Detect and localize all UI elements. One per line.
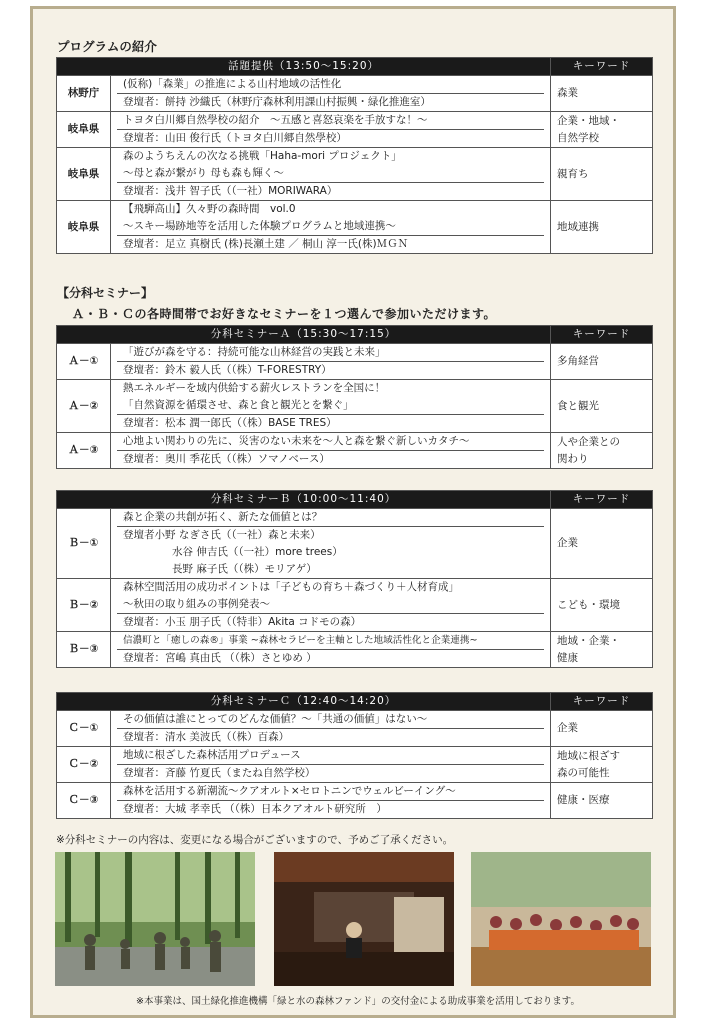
seminar-c-table [56, 692, 653, 819]
session-title: ～秋田の取り組みの事例発表～ [123, 598, 270, 610]
talk-line: トヨタ白川郷自然學校の紹介 ～五感と喜怒哀楽を手放すな！～ [123, 114, 428, 126]
seminar-a-table [56, 325, 653, 469]
session-title: 熱エネルギーを域内供給する薪火レストランを全国に！ [123, 382, 386, 394]
session-id: Ａ－① [57, 344, 111, 380]
keyword-cell: 企業・地域・ 自然学校 [551, 112, 653, 148]
session-speaker: 登壇者：清水 美波氏（（株）百森） [117, 728, 544, 746]
org-cell: 林野庁 [57, 76, 111, 112]
change-notice: ※分科セミナーの内容は、変更になる場合がございますので、予めご了承ください。 [56, 834, 454, 846]
talk-speaker: 登壇者：餅持 沙織氏（林野庁森林利用課山村振興・緑化推進室） [117, 93, 544, 111]
seminar-c-header: 分科セミナーＣ（12:40～14:20） [57, 693, 551, 711]
session-speaker: 登壇者：宮嶋 真由氏 （（株）さとゆめ ） [117, 649, 544, 667]
session-id: Ｃ－① [57, 711, 111, 747]
keyword-cell: 地域連携 [551, 201, 653, 254]
footer-note: ※本事業は、国土緑化推進機構「緑と水の森林ファンド」の交付金による助成事業を活用しております。 [136, 996, 581, 1007]
seminar-b-header: 分科セミナーＢ（10:00～11:40） [57, 491, 551, 509]
table-row [57, 433, 653, 469]
session-speaker: 登壇者：小玉 朋子氏（（特非）Akita コドモの森） [117, 613, 544, 631]
program-title: プログラムの紹介 [57, 39, 157, 54]
keyword-cell: 人や企業との 関わり [551, 433, 653, 469]
keyword-cell: 食と観光 [551, 380, 653, 433]
talk-line: 森のようちえんの次なる挑戦「Haha-mori プロジェクト」 [123, 150, 402, 162]
session-id: Ａ－③ [57, 433, 111, 469]
session-speaker: 水谷 伸吉氏（（一社）more trees） [172, 546, 343, 558]
talk-table [56, 57, 653, 254]
table-row [57, 148, 653, 201]
keyword-cell: 企業 [551, 711, 653, 747]
session-id: Ｂ－③ [57, 632, 111, 668]
seminar-a-header: 分科セミナーＡ（15:30～17:15） [57, 326, 551, 344]
restaurant-photo [274, 852, 454, 986]
group-photo [471, 852, 651, 986]
session-title: 森と企業の共創が拓く、新たな価値とは？ [123, 511, 323, 523]
session-title: 森林空間活用の成功ポイントは「子どもの育ち＋森づくり＋人材育成」 [123, 581, 459, 593]
org-cell: 岐阜県 [57, 201, 111, 254]
table-row [57, 201, 653, 254]
seminar-b-table [56, 490, 653, 668]
seminar-heading: 【分科セミナー】 [57, 286, 154, 300]
keyword-cell: 健康・医療 [551, 783, 653, 819]
talk-speaker: 登壇者：足立 真樹氏 (株)長瀬土建 ／ 桐山 淳一氏(株)ＭＧＮ [117, 235, 544, 253]
session-title: 森林を活用する新潮流～クアオルト×セロトニンでウェルビーイング～ [123, 785, 456, 797]
seminar-b-kw-header: キーワード [551, 491, 653, 509]
talk-kw-header: キーワード [551, 58, 653, 76]
talk-line: ～スキー場跡地等を活用した体験プログラムと地域連携～ [123, 220, 396, 232]
table-row [57, 380, 653, 433]
session-id: Ｂ－① [57, 509, 111, 579]
session-title: 信濃町と「癒しの森®」事業 ~森林セラピーを主軸とした地域活性化と企業連携~ [123, 635, 478, 646]
talk-header: 話題提供（13:50～15:20） [57, 58, 551, 76]
table-row [57, 76, 653, 112]
session-title: その価値は誰にとってのどんな価値？～「共通の価値」はない～ [123, 713, 428, 725]
talk-speaker: 登壇者：浅井 智子氏（（一社）MORIWARA） [117, 182, 544, 200]
talk-line: ～母と森が繋がり 母も森も輝く～ [123, 167, 284, 179]
session-speaker: 登壇者：鈴木 毅人氏（（株）T-FORESTRY） [117, 361, 544, 379]
session-speaker: 登壇者：松本 潤一郎氏（（株）BASE TRES） [117, 414, 544, 432]
org-cell: 岐阜県 [57, 148, 111, 201]
table-row [57, 783, 653, 819]
table-row [57, 112, 653, 148]
session-title: 「遊びが森を守る：持続可能な山林経営の実践と未来」 [123, 346, 386, 358]
seminar-note: Ａ・Ｂ・Ｃの各時間帯でお好きなセミナーを１つ選んで参加いただけます。 [72, 307, 497, 321]
seminar-c-kw-header: キーワード [551, 693, 653, 711]
table-row [57, 747, 653, 783]
session-id: Ｃ－③ [57, 783, 111, 819]
keyword-cell: 地域・企業・ 健康 [551, 632, 653, 668]
forest-walk-photo [55, 852, 255, 986]
keyword-cell: こども・環境 [551, 579, 653, 632]
seminar-a-kw-header: キーワード [551, 326, 653, 344]
session-id: Ｃ－② [57, 747, 111, 783]
keyword-cell: 森業 [551, 76, 653, 112]
session-id: Ｂ－② [57, 579, 111, 632]
table-row [57, 711, 653, 747]
session-speaker: 登壇者：斉藤 竹夏氏（またね自然学校） [117, 764, 544, 782]
table-row [57, 632, 653, 668]
keyword-cell: 多角経営 [551, 344, 653, 380]
keyword-cell: 親育ち [551, 148, 653, 201]
session-speaker: 長野 麻子氏（（株）モリアゲ） [172, 563, 317, 575]
talk-speaker: 登壇者：山田 俊行氏（トヨタ白川郷自然學校） [117, 129, 544, 147]
table-row [57, 579, 653, 632]
session-title: 地域に根ざした森林活用プロデュース [123, 749, 301, 761]
keyword-cell: 企業 [551, 509, 653, 579]
session-speaker: 登壇者：大城 孝幸氏 （（株）日本クアオルト研究所 ） [117, 800, 544, 818]
org-cell: 岐阜県 [57, 112, 111, 148]
talk-line: (仮称)「森業」の推進による山村地域の活性化 [123, 78, 342, 90]
table-row [57, 509, 653, 579]
session-title: 「自然資源を循環させ、森と食と観光とを繋ぐ」 [123, 399, 354, 411]
talk-line: 【飛騨高山】久々野の森時間 vol.0 [123, 203, 296, 215]
session-speaker: 登壇者小野 なぎさ氏（（一社）森と未来） [117, 526, 544, 544]
session-id: Ａ－② [57, 380, 111, 433]
keyword-cell: 地域に根ざす 森の可能性 [551, 747, 653, 783]
session-speaker: 登壇者：奥川 季花氏（（株）ソマノベース） [117, 450, 544, 468]
table-row [57, 344, 653, 380]
session-title: 心地よい関わりの先に、災害のない未来を～人と森を繋ぐ新しいカタチ～ [123, 435, 470, 447]
